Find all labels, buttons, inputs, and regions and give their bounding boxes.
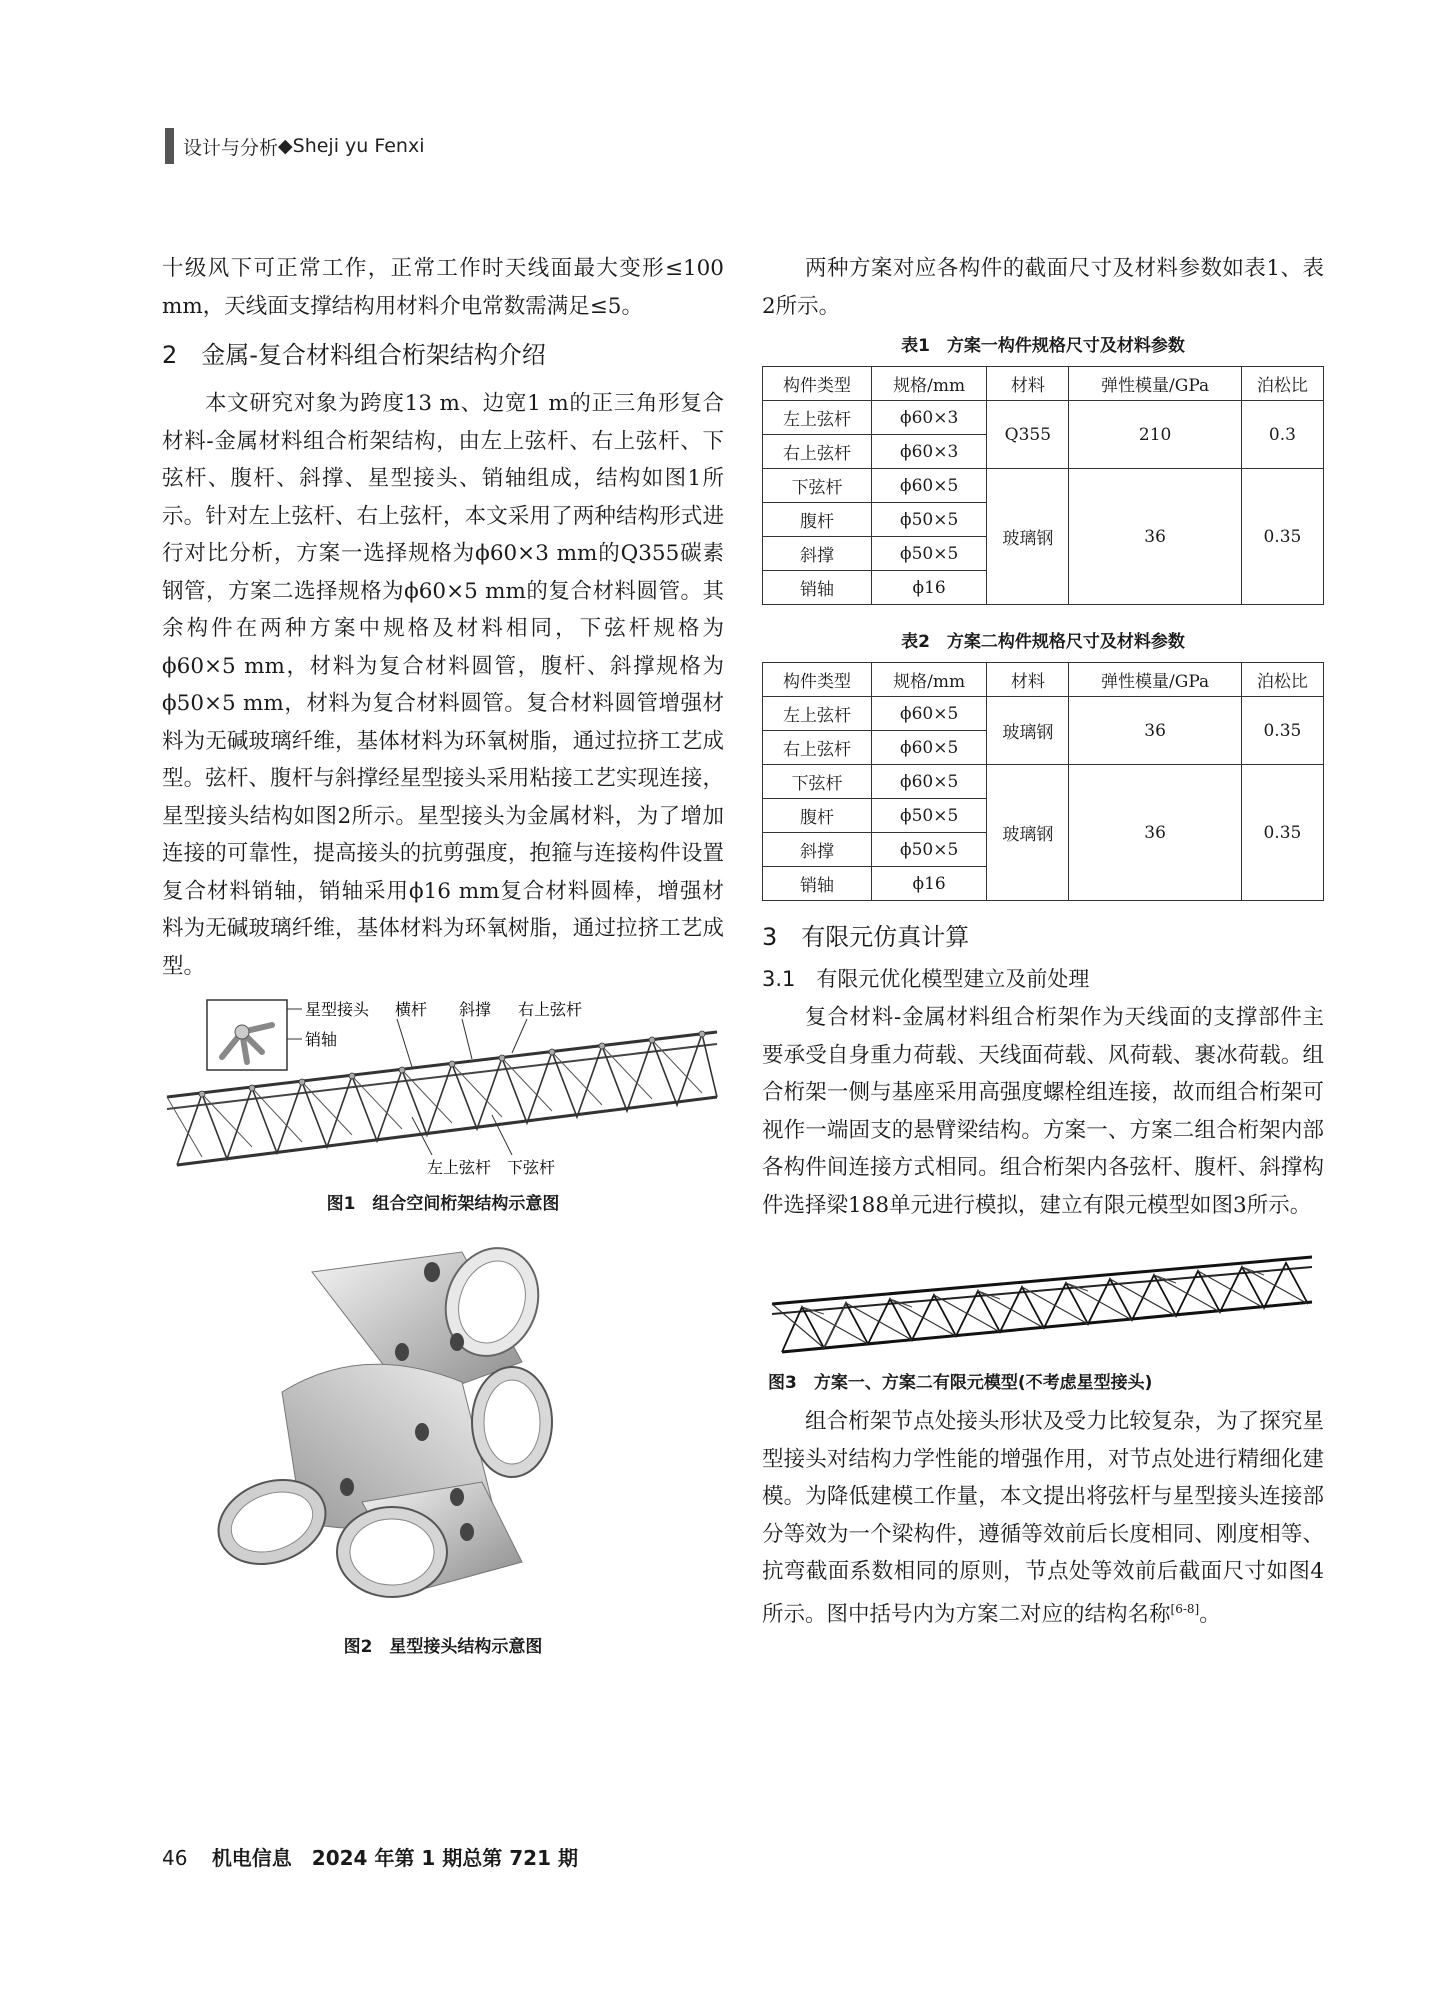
section31-heading: 3.1 有限元优化模型建立及前处理 [762,967,1090,991]
fig1-label-star: 星型接头 [305,1000,370,1019]
table-cell: ϕ50×5 [872,799,987,833]
table-header-cell: 弹性模量/GPa [1069,367,1241,401]
table-cell: ϕ16 [872,867,987,901]
fig1-label-left-top: 左上弦杆 [427,1158,492,1177]
table-2-header-row [763,663,1324,697]
figure-1-caption: 图1 组合空间桁架结构示意图 [326,1194,560,1214]
table-cell: 36 [1069,469,1241,605]
table-cell: ϕ16 [872,571,987,605]
tables-intro: 两种方案对应各构件的截面尺寸及材料参数如表1、表2所示。 [762,256,1324,319]
fig1-label-bottom: 下弦杆 [507,1158,556,1177]
page-footer [162,1842,578,1871]
fe-model-diagram [762,1252,1324,1362]
table-header-cell: 规格/mm [872,663,987,697]
table-cell: ϕ60×5 [872,697,987,731]
table-cell: 36 [1069,697,1241,765]
table-cell: 下弦杆 [763,469,872,503]
section2-heading: 2 金属-复合材料组合桁架结构介绍 [162,341,546,369]
fig1-label-cross: 横杆 [395,1000,428,1019]
header-bar [165,128,174,164]
table-cell: 左上弦杆 [763,697,872,731]
table-cell: ϕ60×5 [872,765,987,799]
figure-3-caption: 图3 方案一、方案二有限元模型(不考虑星型接头) [768,1373,1153,1393]
table-cell: 210 [1069,401,1241,469]
star-joint-diagram [162,1232,724,1622]
table-row [763,469,1324,503]
table-cell: 斜撑 [763,537,872,571]
final-paragraph [762,1403,1324,1633]
table-row [763,401,1324,435]
table-cell: Q355 [987,401,1069,469]
table-cell: ϕ60×5 [872,731,987,765]
table-cell: 右上弦杆 [763,435,872,469]
fig1-label-brace: 斜撑 [459,1000,492,1019]
table-cell: 斜撑 [763,833,872,867]
table-header-cell: 构件类型 [763,663,872,697]
table-cell: 右上弦杆 [763,731,872,765]
header-diamond: ◆ [278,135,293,157]
table-2 [762,662,1324,901]
table-cell: 玻璃钢 [987,765,1069,901]
table-1 [762,366,1324,605]
section31-paragraph: 复合材料-金属材料组合桁架作为天线面的支撑部件主要承受自身重力荷载、天线面荷载、风荷载、裹冰荷载。组合桁架一侧与基座采用高强度螺栓组连接，故而组合桁架可视作一端固支的悬臂梁结构。方案一、方案二组合桁架内部各构件间连接方式相同。组合桁架内各弦杆、腹杆、斜撑构件选择梁188单元进行模拟，建立有限元模型如图3所示。 [762,1005,1324,1218]
truss-diagram [162,997,724,1177]
final-paragraph-end: 。 [1199,1601,1221,1627]
journal-info: 机电信息 2024 年第 1 期总第 721 期 [211,1846,578,1870]
figure-2-caption: 图2 星型接头结构示意图 [343,1637,543,1657]
table-cell: 左上弦杆 [763,401,872,435]
header-section: 设计与分析 [183,136,279,159]
table-cell: 腹杆 [763,503,872,537]
table-cell: 0.35 [1241,697,1323,765]
final-paragraph-text: 组合桁架节点处接头形状及受力比较复杂，为了探究星型接头对结构力学性能的增强作用，对节点处进行精细化建模。为降低建模工作量，本文提出将弦杆与星型接头连接部分等效为一个梁构件，遵循等效前后长度相同、刚度相等、抗弯截面系数相同的原则，节点处等效前后截面尺寸如图4所示。图中括号内为方案二对应的结构名称 [762,1409,1324,1627]
section2-paragraph: 本文研究对象为跨度13 m、边宽1 m的正三角形复合材料-金属材料组合桁架结构，由左上弦杆、右上弦杆、下弦杆、腹杆、斜撑、星型接头、销轴组成，结构如图1所示。针对左上弦杆、右上弦杆，本文采用了两种结构形式进行对比分析，方案一选择规格为ϕ60×3 mm的Q355碳素钢管，方案二选择规格为ϕ60×5 mm的复合材料圆管。其余构件在两种方案中规格及材料相同，下弦杆规格为ϕ60×5 mm，材料为复合材料圆管，腹杆、斜撑规格为ϕ50×5 mm，材料为复合材料圆管。复合材料圆管增强材料为无碱玻璃纤维，基体材料为环氧树脂，通过拉挤工艺成型。弦杆、腹杆与斜撑经星型接头采用粘接工艺实现连接，星型接头结构如图2所示。星型接头为金属材料，为了增加连接的可靠性，提高接头的抗剪强度，抱箍与连接构件设置复合材料销轴，销轴采用ϕ16 mm复合材料圆棒，增强材料为无碱玻璃纤维，基体材料为环氧树脂，通过拉挤工艺成型。 [162,391,724,979]
figure-1 [162,997,724,1177]
table-header-cell: 弹性模量/GPa [1069,663,1241,697]
table-cell: 0.35 [1241,469,1323,605]
table-row [763,765,1324,799]
table-cell: ϕ60×5 [872,469,987,503]
table-1-header-row [763,367,1324,401]
table-cell: ϕ50×5 [872,833,987,867]
table-cell: 0.3 [1241,401,1323,469]
table-2-caption: 表2 方案二构件规格尺寸及材料参数 [901,632,1185,652]
table-cell: ϕ50×5 [872,537,987,571]
table-cell: ϕ60×3 [872,435,987,469]
table-cell: 36 [1069,765,1241,901]
table-header-cell: 材料 [987,663,1069,697]
table-header-cell: 构件类型 [763,367,872,401]
section3-heading: 3 有限元仿真计算 [762,923,970,951]
figure-3 [762,1252,1324,1362]
table-cell: 玻璃钢 [987,469,1069,605]
running-header [165,128,425,164]
table-cell: 0.35 [1241,765,1323,901]
table-header-cell: 泊松比 [1241,663,1323,697]
table-cell: 销轴 [763,571,872,605]
table-cell: 销轴 [763,867,872,901]
table-header-cell: 规格/mm [872,367,987,401]
right-column [762,250,1324,1633]
intro-paragraph: 十级风下可正常工作，正常工作时天线面最大变形≤100 mm，天线面支撑结构用材料介电常数需满足≤5。 [162,256,724,319]
fig1-label-pin: 销轴 [305,1030,338,1049]
table-cell: ϕ60×3 [872,401,987,435]
page-number: 46 [162,1846,188,1870]
table-cell: 下弦杆 [763,765,872,799]
figure-2 [162,1232,724,1622]
left-column [162,250,724,1657]
fig1-label-right-top: 右上弦杆 [518,1000,583,1019]
header-pinyin: Sheji yu Fenxi [292,135,425,157]
table-cell: 玻璃钢 [987,697,1069,765]
table-1-caption: 表1 方案一构件规格尺寸及材料参数 [901,336,1185,356]
citation-ref: [6-8] [1170,1601,1200,1616]
table-header-cell: 泊松比 [1241,367,1323,401]
table-row [763,697,1324,731]
table-cell: 腹杆 [763,799,872,833]
table-cell: ϕ50×5 [872,503,987,537]
table-header-cell: 材料 [987,367,1069,401]
